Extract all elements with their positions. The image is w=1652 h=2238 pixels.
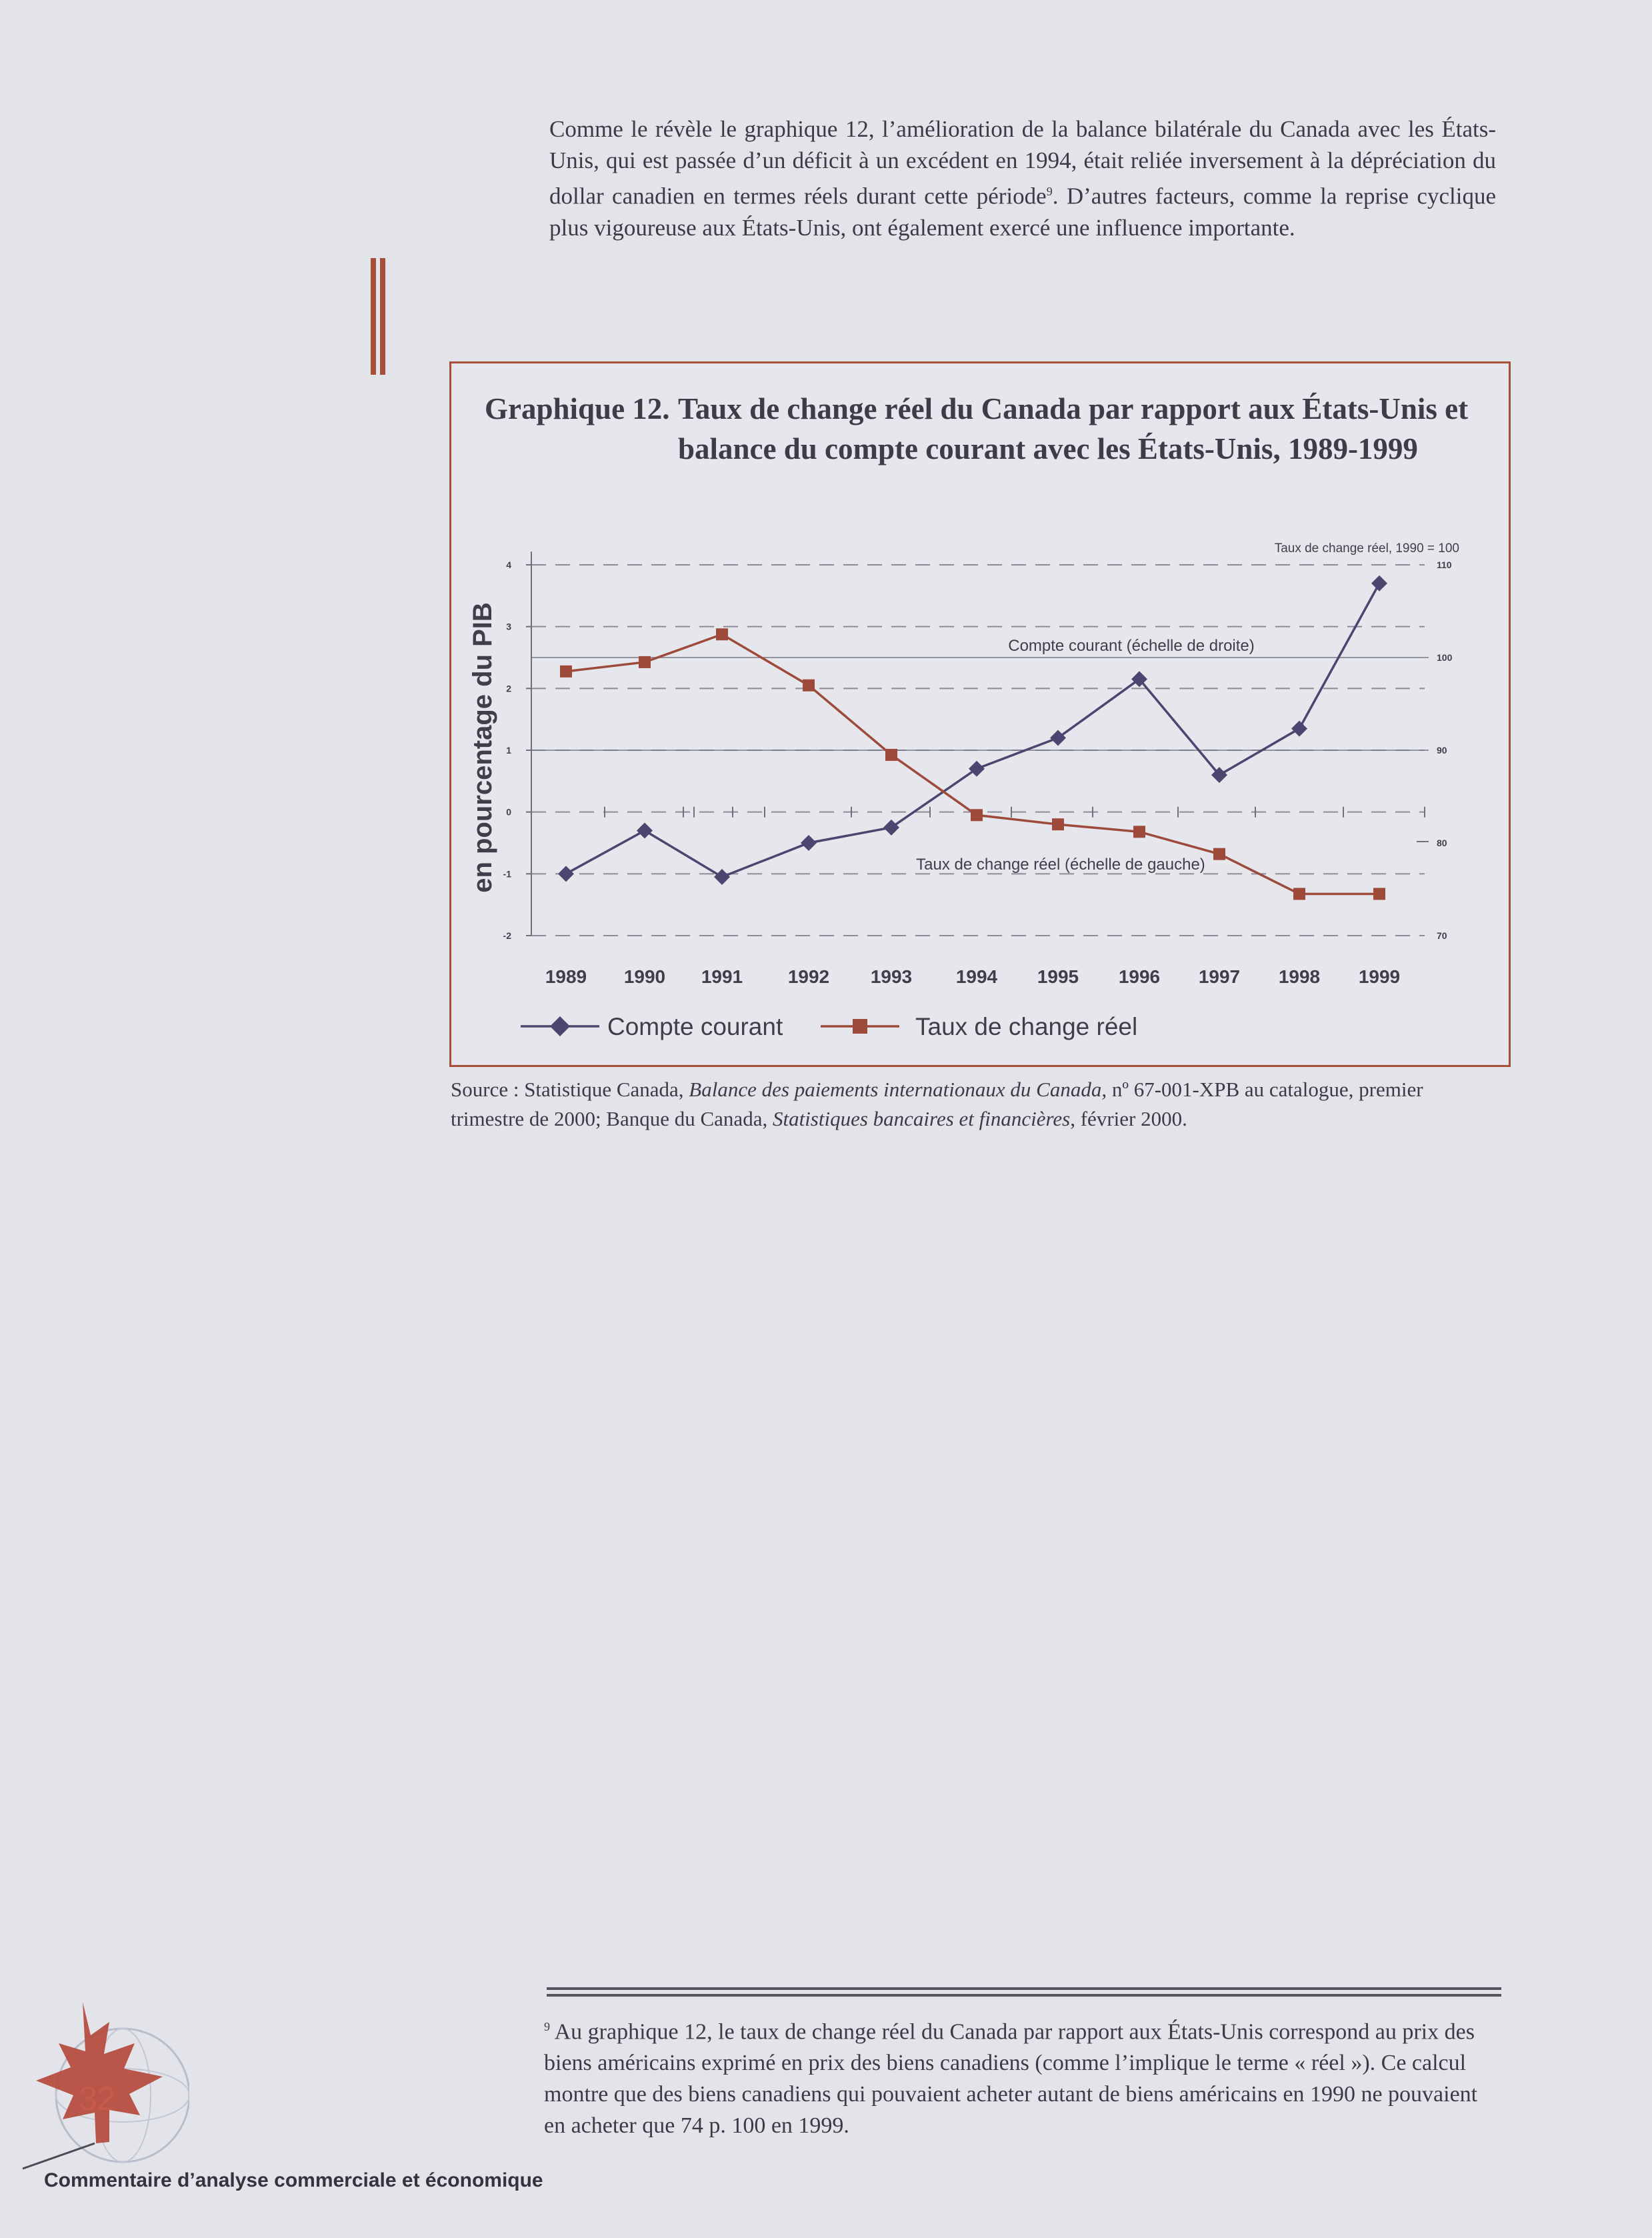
y-tick-label-left: 1: [506, 745, 511, 756]
y-tick-label-left: -1: [503, 868, 511, 880]
data-point-square: [1373, 888, 1385, 900]
legend-marker-exchange-rate: [853, 1019, 867, 1034]
chart-legend: [521, 1013, 1137, 1040]
x-tick-label: 1991: [701, 966, 743, 987]
data-point-diamond: [883, 820, 899, 836]
footnote-rule-bottom: [547, 1994, 1501, 1997]
x-tick-label: 1995: [1037, 966, 1079, 987]
legend-label-exchange-rate: Taux de change réel: [915, 1013, 1138, 1040]
y-axis-title-right: Taux de change réel, 1990 = 100: [1274, 541, 1459, 555]
data-point-square: [639, 656, 651, 668]
chart-title-lead: Graphique 12.: [485, 392, 670, 425]
footnote-ref: 9: [544, 2020, 550, 2033]
data-point-diamond: [637, 822, 653, 838]
footnote-rule-top: [547, 1987, 1501, 1990]
y-tick-label-left: 0: [506, 806, 511, 818]
chart-axes: [468, 541, 1459, 987]
x-tick-label: 1993: [870, 966, 913, 987]
y-tick-label-right: 90: [1437, 745, 1447, 756]
legend-marker-current-account: [550, 1016, 570, 1036]
x-tick-label: 1990: [623, 966, 666, 987]
x-tick-label: 1997: [1198, 966, 1241, 987]
y-tick-label-right: 110: [1437, 560, 1452, 570]
source-prefix: Source : Statistique Canada,: [451, 1078, 689, 1101]
data-point-square: [1133, 826, 1145, 838]
x-tick-label: 1999: [1358, 966, 1401, 987]
chart-plot: [451, 363, 1509, 1065]
series-line: [566, 584, 1379, 877]
data-point-diamond: [969, 761, 985, 777]
y-axis-title-left: en pourcentage du PIB: [468, 602, 497, 893]
data-point-square: [971, 809, 983, 821]
page-number: 32: [79, 2080, 116, 2117]
chart-title-body: Taux de change réel du Canada par rapport aux États-Unis et balance du compte courant avec les États-Unis, 1989-1999: [678, 392, 1469, 465]
x-tick-label: 1996: [1118, 966, 1161, 987]
y-tick-label-right: 80: [1437, 838, 1447, 848]
y-tick-label-left: -2: [503, 930, 511, 941]
annotation-exchange-rate: Taux de change réel (échelle de gauche): [916, 856, 1205, 874]
chart-source: [451, 1075, 1501, 1134]
legend-label-current-account: Compte courant: [607, 1013, 783, 1040]
x-tick-label: 1992: [787, 966, 830, 987]
intro-note-ref: 9: [1046, 185, 1053, 198]
y-tick-label-left: 2: [506, 683, 511, 694]
source-suffix: , février 2000.: [1070, 1107, 1187, 1130]
data-point-diamond: [558, 866, 574, 882]
source-mid: nº 67-001-XPB au catalogue, premier trimestre de 2000; Banque du Canada,: [451, 1078, 1423, 1130]
intro-text-b: . D’autres facteurs, comme la reprise cyclique plus vigoureuse aux États-Unis, ont également exercé une influence importante.: [549, 183, 1496, 241]
chart-grid: [531, 565, 1429, 936]
data-point-diamond: [714, 869, 730, 885]
intro-paragraph: [549, 113, 1496, 243]
source-pub2: Statistiques bancaires et financières: [772, 1107, 1071, 1130]
data-point-diamond: [1291, 721, 1307, 737]
data-point-square: [1293, 888, 1305, 900]
chart-series: [558, 576, 1387, 900]
x-tick-label: 1994: [955, 966, 998, 987]
x-tick-label: 1998: [1278, 966, 1321, 987]
footnote-text: Au graphique 12, le taux de change réel du Canada par rapport aux États-Unis correspond au prix des biens américains exprimé en prix des biens canadiens (comme l’implique le terme « réel »). Ce calcul montre que des biens canadiens qui pouvaient acheter autant de biens américains en 1990 ne pouvaient en acheter que 74 p. 100 en 1999.: [544, 2019, 1478, 2139]
data-point-diamond: [1371, 576, 1387, 592]
data-point-square: [716, 628, 728, 640]
margin-marker: [371, 258, 387, 375]
data-point-square: [1052, 818, 1064, 830]
y-tick-label-left: 3: [506, 621, 511, 632]
y-tick-label-left: 4: [506, 560, 511, 570]
data-point-diamond: [1050, 730, 1066, 746]
y-tick-label-right: 70: [1437, 930, 1447, 941]
x-tick-label: 1989: [545, 966, 587, 987]
annotation-current-account: Compte courant (échelle de droite): [1008, 637, 1255, 655]
data-point-square: [885, 749, 897, 761]
footnote: [544, 2011, 1501, 2141]
data-point-square: [560, 666, 572, 678]
data-point-square: [1213, 848, 1225, 860]
y-tick-label-right: 100: [1437, 652, 1453, 663]
data-point-diamond: [801, 835, 817, 851]
chart-figure: [449, 361, 1511, 1067]
source-pub1: Balance des paiements internationaux du Canada,: [689, 1078, 1107, 1101]
data-point-square: [803, 680, 815, 692]
publication-title: Commentaire d’analyse commerciale et économique: [44, 2169, 543, 2191]
intro-text-a: Comme le révèle le graphique 12, l’amélioration de la balance bilatérale du Canada avec les États-Unis, qui est passée d’un déficit à un excédent en 1994, était reliée inversement à la dépréciation du dollar canadien en termes réels durant cette période: [549, 116, 1496, 209]
